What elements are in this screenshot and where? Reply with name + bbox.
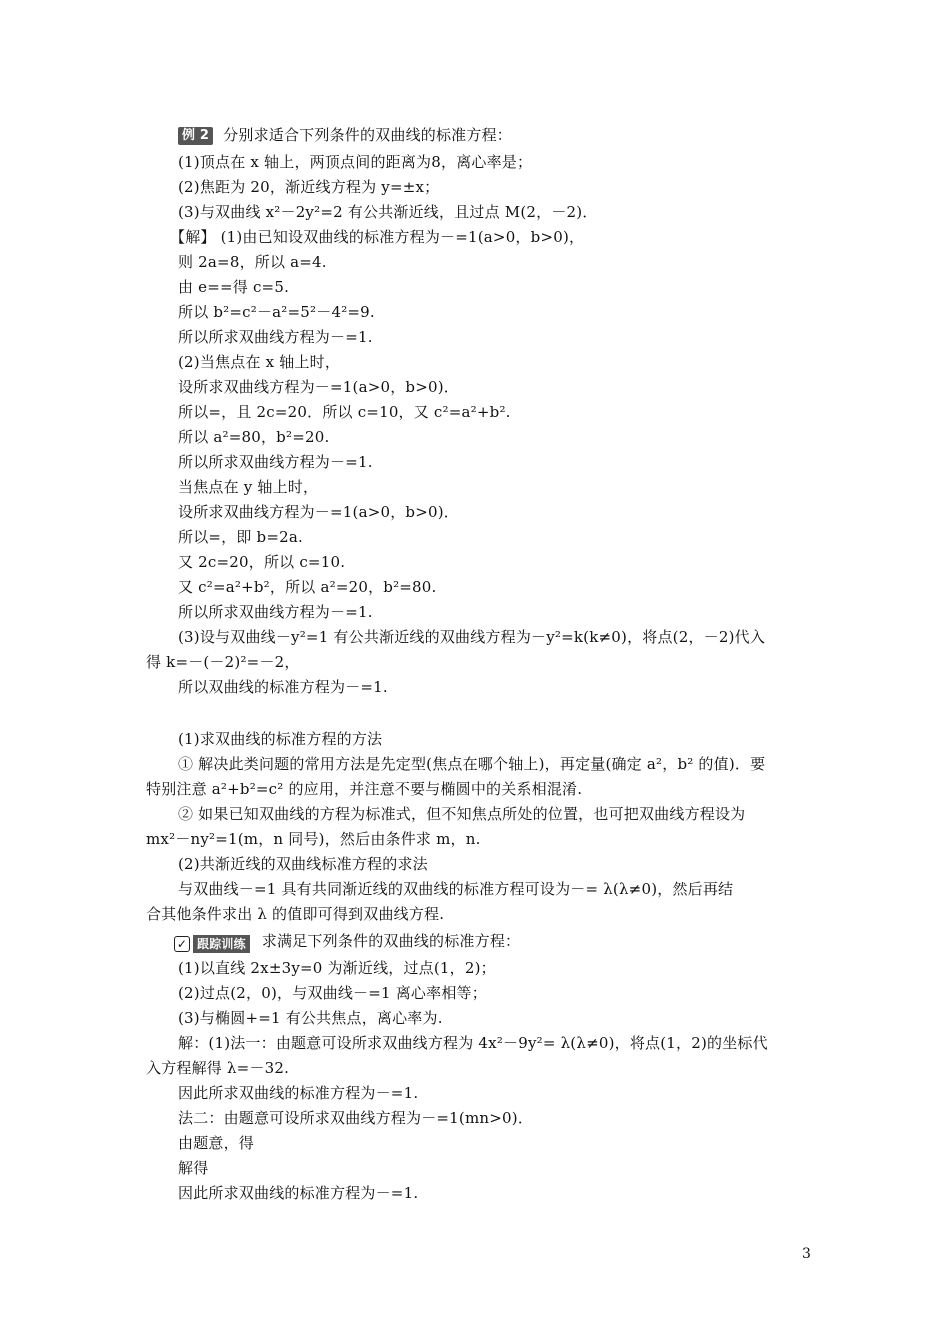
example-line: 所以双曲线的标准方程为－=1. (178, 678, 388, 696)
method-line: 特别注意 a²+b²=c² 的应用，并注意不要与椭圆中的关系相混淆. (146, 780, 583, 798)
practice-line: 入方程解得 λ=－32. (146, 1059, 290, 1077)
example-line: (2)焦距为 20，渐近线方程为 y=±x； (178, 178, 440, 196)
example-line: 又 2c=20，所以 c=10. (178, 553, 346, 571)
example-line: (3)设与双曲线－y²=1 有公共渐近线的双曲线方程为－y²=k(k≠0)，将点(2，－2)代入 (178, 628, 766, 646)
practice-line: 解得 (178, 1159, 209, 1177)
practice-label: 跟踪训练 (193, 935, 250, 953)
method-line: 与双曲线－=1 具有共同渐近线的双曲线的标准方程可设为－= λ(λ≠0)，然后再结 (178, 880, 734, 898)
example-line: 所以 a²=80，b²=20. (178, 428, 330, 446)
practice-line: 因此所求双曲线的标准方程为－=1. (178, 1084, 419, 1102)
practice-title: 求满足下列条件的双曲线的标准方程： (261, 932, 521, 950)
example-line: 所以所求双曲线方程为－=1. (178, 453, 373, 471)
solution-start: 【解】 (1)由已知设双曲线的标准方程为－=1(a>0，b>0)， (170, 228, 585, 246)
example-tag: 例 2 (178, 127, 213, 145)
example-line: 所以所求双曲线方程为－=1. (178, 328, 373, 346)
practice-line: (1)以直线 2x±3y=0 为渐近线，过点(1，2)； (178, 959, 496, 977)
example-heading (178, 124, 512, 146)
example-line: (3)与双曲线 x²－2y²=2 有公共渐近线，且过点 M(2，－2)． (178, 203, 598, 221)
example-line: 所以=，且 2c=20．所以 c=10，又 c²=a²+b². (178, 403, 511, 421)
example-line: 又 c²=a²+b²，所以 a²=20，b²=80. (178, 578, 437, 596)
example-line: 所以 b²=c²－a²=5²－4²=9. (178, 303, 375, 321)
method-line: ② 如果已知双曲线的方程为标准式，但不知焦点所处的位置，也可把双曲线方程设为 (178, 805, 746, 823)
example-line: (1)顶点在 x 轴上，两顶点间的距离为8，离心率是； (178, 153, 533, 171)
example-line: 所以所求双曲线方程为－=1. (178, 603, 373, 621)
check-icon: ✓ (174, 936, 190, 952)
method-line: ① 解决此类问题的常用方法是先定型(焦点在哪个轴上)，再定量(确定 a²，b² 的值)．要 (178, 755, 766, 773)
method-line: (2)共渐近线的双曲线标准方程的求法 (178, 855, 428, 873)
example-line: 则 2a=8，所以 a=4. (178, 253, 327, 271)
example-line: 由 e==得 c=5. (178, 278, 290, 296)
practice-heading (174, 930, 520, 953)
example-line: 设所求双曲线方程为－=1(a>0，b>0)． (178, 378, 459, 396)
example-line: 当焦点在 y 轴上时， (178, 478, 319, 496)
method-line: mx²－ny²=1(m，n 同号)，然后由条件求 m，n. (146, 830, 481, 848)
example-line: (2)当焦点在 x 轴上时， (178, 353, 341, 371)
example-title: 分别求适合下列条件的双曲线的标准方程： (223, 126, 512, 144)
method-line: 合其他条件求出 λ 的值即可得到双曲线方程. (146, 905, 445, 923)
practice-line: 法二：由题意可设所求双曲线方程为－=1(mn>0)． (178, 1109, 534, 1127)
practice-line: 因此所求双曲线的标准方程为－=1. (178, 1184, 419, 1202)
practice-line: 解：(1)法一：由题意可设所求双曲线方程为 4x²－9y²= λ(λ≠0)，将点(1，2)的坐标代 (178, 1034, 768, 1052)
practice-line: (2)过点(2，0)，与双曲线－=1 离心率相等； (178, 984, 487, 1002)
example-line: 设所求双曲线方程为－=1(a>0，b>0)． (178, 503, 459, 521)
page-number: 3 (802, 1246, 811, 1262)
practice-line: (3)与椭圆+=1 有公共焦点，离心率为. (178, 1009, 443, 1027)
practice-line: 由题意，得 (178, 1134, 255, 1152)
example-line: 所以=，即 b=2a. (178, 528, 303, 546)
practice-badge (174, 935, 250, 953)
example-line: 得 k=－(－2)²=－2， (146, 653, 300, 671)
method-line: (1)求双曲线的标准方程的方法 (178, 730, 383, 748)
